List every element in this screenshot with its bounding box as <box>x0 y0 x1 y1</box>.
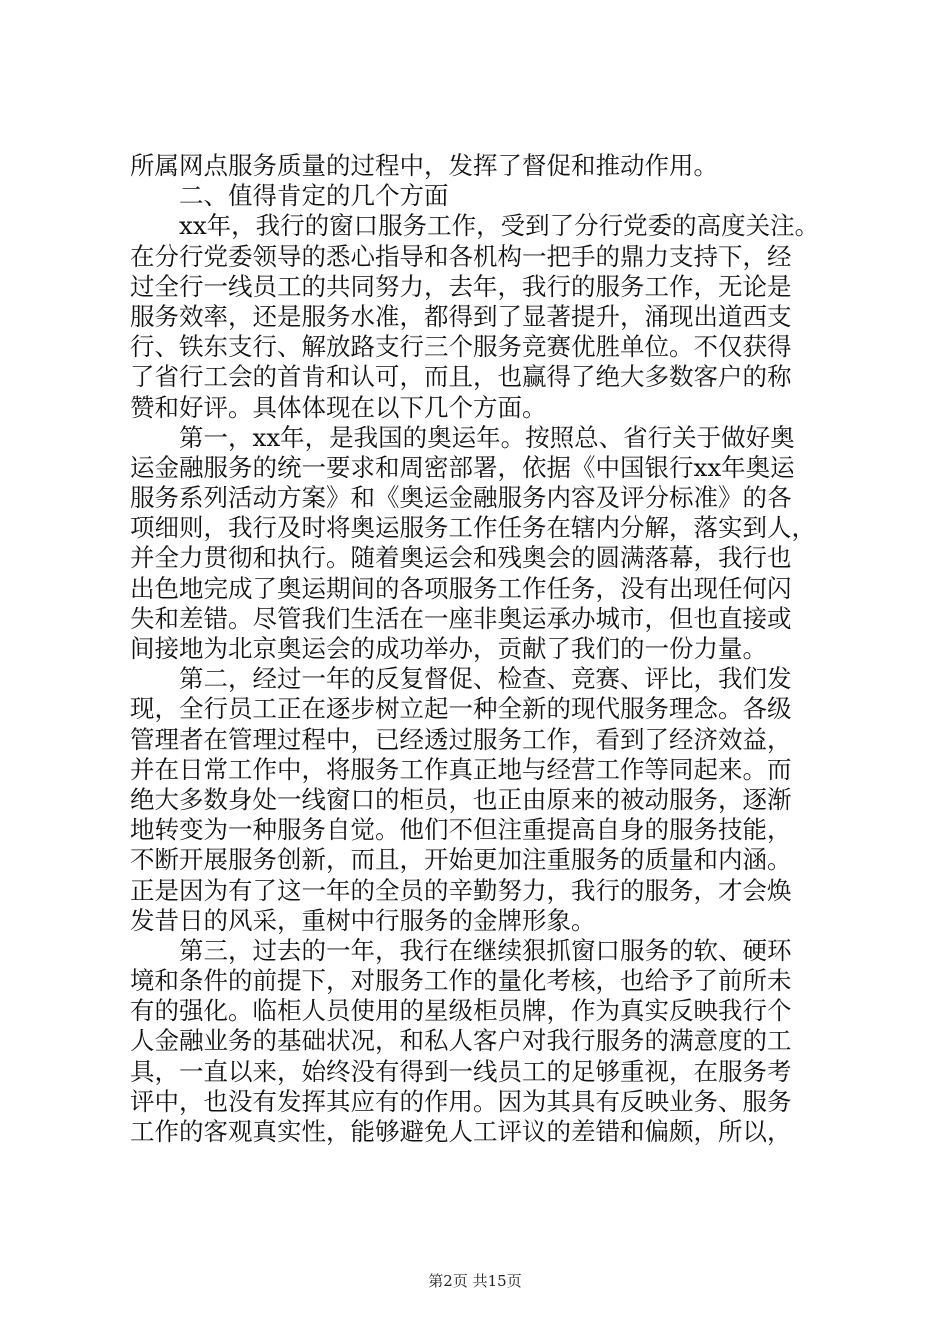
paragraph-first-line: 第三，过去的一年，我行在继续狠抓窗口服务的软、硬环 <box>179 935 792 965</box>
paragraph-first-line: 第一，xx年，是我国的奥运年。按照总、省行关于做好奥 <box>179 422 795 452</box>
text-line: 间接地为北京奥运会的成功举办，贡献了我们的一份力量。 <box>130 634 767 663</box>
section-heading: 二、值得肯定的几个方面 <box>179 181 449 211</box>
text-line: 行、铁东支行、解放路支行三个服务竞赛优胜单位。不仅获得 <box>130 332 792 362</box>
text-line: 管理者在管理过程中，已经透过服务工作，看到了经济效益， <box>130 724 792 754</box>
text-line: 地转变为一种服务自觉。他们不但注重提高自身的服务技能， <box>130 815 792 845</box>
text-line: 并全力贯彻和执行。随着奥运会和残奥会的圆满落幕，我行也 <box>130 543 792 573</box>
text-line: 有的强化。临柜人员使用的星级柜员牌，作为真实反映我行个 <box>130 996 792 1026</box>
text-line: 所属网点服务质量的过程中，发挥了督促和推动作用。 <box>130 151 718 180</box>
text-line: 服务效率，还是服务水准，都得到了显著提升，涌现出道西支 <box>130 301 792 331</box>
text-line: 评中，也没有发挥其应有的作用。因为其具有反映业务、服务 <box>130 1086 792 1116</box>
text-line: 绝大多数身处一线窗口的柜员，也正由原来的被动服务，逐渐 <box>130 784 792 814</box>
text-line: 正是因为有了这一年的全员的辛勤努力，我行的服务，才会焕 <box>130 875 792 905</box>
text-line: 并在日常工作中，将服务工作真正地与经营工作等同起来。而 <box>130 754 792 784</box>
text-line: 项细则，我行及时将奥运服务工作任务在辖内分解，落实到人， <box>130 513 816 543</box>
text-line: 在分行党委领导的悉心指导和各机构一把手的鼎力支持下，经 <box>130 241 792 271</box>
text-line: 人金融业务的基础状况，和私人客户对我行服务的满意度的工 <box>130 1026 792 1056</box>
text-line: 现，全行员工正在逐步树立起一种全新的现代服务理念。各级 <box>130 694 792 724</box>
text-line: 出色地完成了奥运期间的各项服务工作任务，没有出现任何闪 <box>130 573 792 603</box>
text-line: 发昔日的风采，重树中行服务的金牌形象。 <box>130 905 596 935</box>
text-line: 服务系列活动方案》和《奥运金融服务内容及评分标准》的各 <box>130 483 792 513</box>
text-line: 工作的客观真实性，能够避免人工评议的差错和偏颇，所以， <box>130 1117 792 1146</box>
paragraph-first-line: xx年，我行的窗口服务工作，受到了分行党委的高度关注。 <box>179 211 820 241</box>
text-line: 过全行一线员工的共同努力，去年，我行的服务工作，无论是 <box>130 271 792 301</box>
text-line: 不断开展服务创新，而且，开始更加注重服务的质量和内涵。 <box>130 845 792 875</box>
text-line: 具，一直以来，始终没有得到一线员工的足够重视，在服务考 <box>130 1056 792 1086</box>
page-number-footer: 第2页 共15页 <box>428 1272 522 1290</box>
text-line: 运金融服务的统一要求和周密部署，依据《中国银行xx年奥运 <box>130 452 795 482</box>
paragraph-first-line: 第二，经过一年的反复督促、检查、竞赛、评比，我们发 <box>179 664 792 694</box>
text-line: 赞和好评。具体体现在以下几个方面。 <box>130 392 547 422</box>
text-line: 了省行工会的首肯和认可，而且，也赢得了绝大多数客户的称 <box>130 362 792 392</box>
text-line: 境和条件的前提下，对服务工作的量化考核，也给予了前所未 <box>130 966 792 996</box>
document-body <box>130 151 830 1147</box>
text-line: 失和差错。尽管我们生活在一座非奥运承办城市，但也直接或 <box>130 603 792 633</box>
